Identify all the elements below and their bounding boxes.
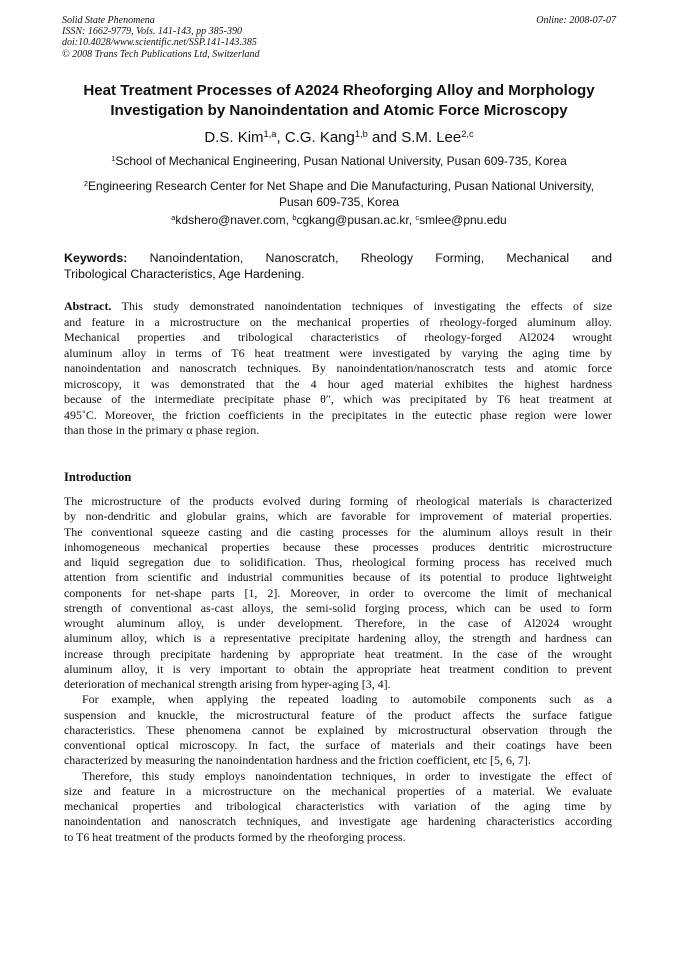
author-affiliation-mark: 1,a [263, 129, 277, 140]
affiliation-text: Pusan 609-735, Korea [278, 194, 400, 209]
body-line: to T6 heat treatment of the products formed by the rheoforging process. [64, 829, 406, 844]
keywords-line [64, 250, 612, 266]
keywords-section [64, 250, 612, 282]
journal-header [62, 15, 616, 60]
abstract-line [64, 299, 612, 315]
abstract-line: and feature in a microstructure on the mechanical properties of rheology-forged aluminum alloy. [64, 314, 612, 329]
affiliation-text: School of Mechanical Engineering, Pusan National University, Pusan 609-735, Korea [115, 154, 567, 168]
body-line: increase through precipitate hardening by appropriate heat treatment. In the case of the wrought [64, 646, 612, 661]
body-line: nanoindentation and nanoscratch techniques, and investigate age hardening characteristics according [64, 814, 612, 829]
abstract-label: Abstract. [64, 299, 112, 313]
body-line: conventional optical microscopy. In fact, the surface of materials and their coatings have been [64, 738, 612, 752]
author-name: S.M. Lee [401, 129, 462, 146]
doi-line: doi:10.4028/www.scientific.net/SSP.141-143.385 [62, 37, 257, 49]
email-mark: a [171, 213, 176, 223]
author-list: D.S. Kim$^{1,a}$, C.G. Kang$^{1,b}$ and S.M. Lee$^{2,c}$ [204, 129, 474, 146]
author-name: D.S. Kim [204, 129, 264, 146]
online-date: Online: 2008-07-07 [536, 15, 616, 26]
body-line: suspension and knuckle, the microstructural feature of the product affects the surface fatigue [64, 707, 612, 722]
abstract-line: nanoindentation and nanoscratch techniques. By nanoindentation/nanoscratch tests and atomic force [64, 361, 612, 375]
body-line: The microstructure of the products evolved during forming of rheological materials is characterized [64, 494, 612, 508]
body-line: aluminum alloy, it is very important to obtain the appropriate heat treatment condition to prevent [64, 661, 612, 676]
keywords-text: Nanoindentation, Nanoscratch, Rheology Forming, Mechanical and [149, 251, 612, 265]
affiliation-1 [40, 154, 638, 170]
paper-title [40, 81, 638, 121]
email-link[interactable]: smlee@pnu.edu [419, 213, 507, 227]
affiliation-text: Engineering Research Center for Net Shape and Die Manufacturing, Pusan National University, [88, 179, 595, 193]
keywords-label: Keywords: [64, 251, 128, 265]
affiliation-mark: 2 [83, 179, 89, 189]
issn-line: ISSN: 1662-9779, Vols. 141-143, pp 385-390 [62, 26, 242, 38]
body-line: deterioration of mechanical strength arising from hyper-aging [3, 4]. [64, 677, 391, 691]
email-link[interactable]: cgkang@pusan.ac.kr, [296, 213, 413, 227]
author-affiliation-mark: 1,b [354, 129, 368, 140]
body-line: Therefore, this study employs nanoindentation techniques, in order to investigate the effect of [82, 768, 612, 783]
abstract-section [64, 299, 612, 439]
body-line: characteristics. These phenomena cannot be explained by microstructural observation through the [64, 722, 612, 737]
abstract-line: because of the intermediate precipitate phase θ″, which was precipitated by T6 heat treatment at [64, 392, 612, 406]
abstract-line: aluminum alloy in terms of T6 heat treatment were investigated by varying the aging time by [64, 345, 612, 360]
title-line: Investigation by Nanoindentation and Atomic Force Microscopy [110, 102, 568, 119]
body-line: strength of conventional as-cast alloys, the semi-solid forging process, which can be used to form [64, 600, 612, 615]
author-conjunction: and [371, 129, 398, 146]
abstract-line: microscopy, it was demonstrated that the 4 hour aged material exhibites the highest hardness [64, 376, 612, 391]
affiliation-2 [40, 179, 638, 210]
body-line: characterized by measuring the nanoindentation hardness and the friction coefficient, etc [5, 6, 7]. [64, 753, 531, 768]
abstract-line: than those in the primary α phase region. [64, 423, 260, 437]
body-line: attention from scientific and industrial communities because of its potential to produce lightweight [64, 570, 612, 585]
title-line: Heat Treatment Processes of A2024 Rheoforging Alloy and Morphology [83, 82, 595, 99]
email-mark: c [415, 213, 420, 223]
affiliation-mark: 1 [111, 154, 116, 164]
journal-name: Solid State Phenomena [62, 15, 155, 26]
body-line: and liquid segregation due to solidification. Thus, rheological forming process has received much [64, 555, 612, 569]
introduction-body [64, 494, 612, 845]
body-line: wrought aluminum alloy, is under development. Therefore, in the case of Al2024 wrought [64, 616, 612, 630]
body-line: The conventional squeeze casting and die casting processes for the aluminum alloys result in their [64, 524, 612, 539]
abstract-line: Mechanical properties and tribological characteristics of rheology-forged Al2024 wrought [64, 330, 612, 344]
keywords-text: Tribological Characteristics, Age Hardening. [64, 267, 305, 281]
section-heading-introduction: Introduction [64, 470, 132, 484]
author-name: C.G. Kang [284, 129, 355, 146]
copyright-line: © 2008 Trans Tech Publications Ltd, Switzerland [62, 48, 260, 60]
body-line: components for net-shape parts [1, 2]. Moreover, in order to overcome the limit of mechanical [64, 585, 612, 600]
author-emails [40, 213, 638, 228]
body-line: inhomogeneous mechanical properties because these processes produces dentritic microstructure [64, 539, 612, 554]
email-link[interactable]: kdshero@naver.com, [175, 213, 289, 227]
email-mark: b [292, 213, 297, 223]
author-affiliation-mark: 2,c [461, 129, 474, 140]
abstract-text: This study demonstrated nanoindentation techniques of investigating the effects of size [121, 299, 612, 313]
body-line: aluminum alloy, which is a representative precipitate hardening alloy, the strength and hardness can [64, 631, 612, 646]
body-line: by non-dendritic and globular grains, which are favorable for improvement of material properties. [64, 509, 612, 524]
abstract-line: 495˚C. Moreover, the friction coefficients in the precipitates in the eutectic phase region were lower [64, 407, 612, 422]
body-line: For example, when applying the repeated loading to automobile components such as a [82, 692, 612, 707]
body-line: size and feature in a microstructure on the mechanical properties of a material. We evaluate [64, 783, 612, 798]
body-line: mechanical properties and tribological characteristics with variation of the aging time by [64, 799, 612, 813]
